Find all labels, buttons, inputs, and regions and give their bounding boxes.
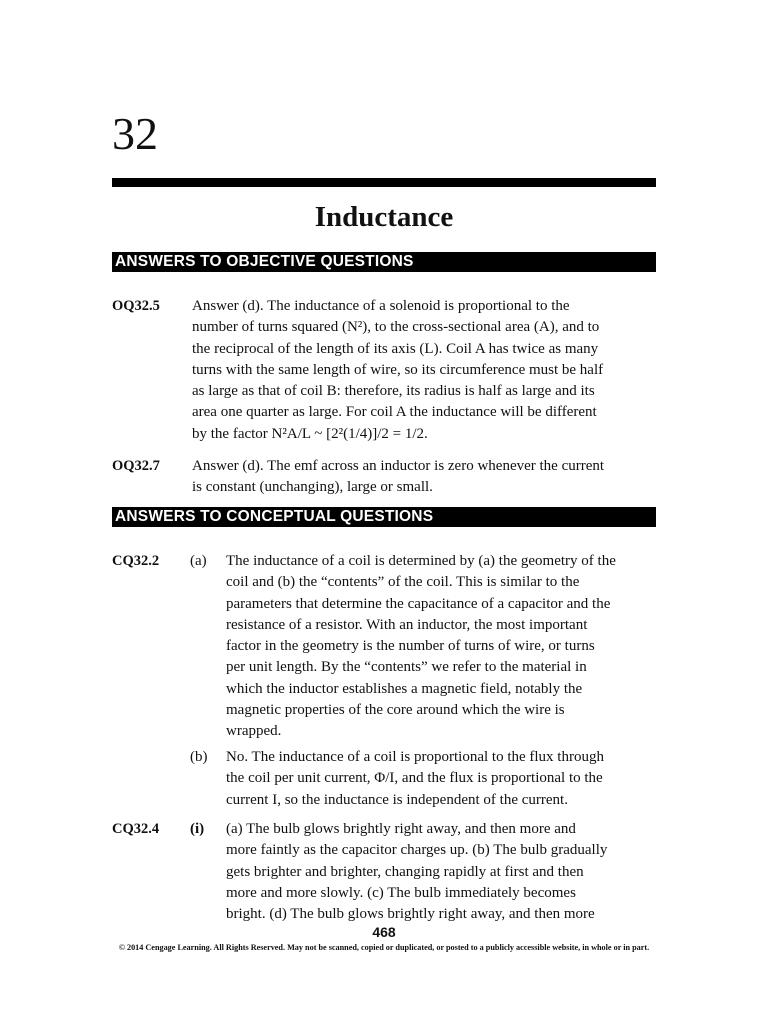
answer-line: is constant (unchanging), large or small.: [192, 479, 433, 496]
question-id-oq32-7: OQ32.7: [112, 458, 160, 474]
answer-cq32-2-a: [226, 551, 616, 743]
answer-line: magnetic properties of the core around which the wire is: [226, 702, 565, 719]
chapter-number: 32: [112, 108, 158, 159]
answer-line: current I, so the inductance is independent of the current.: [226, 791, 568, 808]
answer-line: turns with the same length of wire, so its circumference must be half: [192, 361, 604, 378]
answer-line: the reciprocal of the length of its axis (L). Coil A has twice as many: [192, 340, 599, 357]
question-id-oq32-5: OQ32.5: [112, 298, 160, 314]
question-id-cq32-4: CQ32.4: [112, 821, 160, 837]
answer-line: by the factor N²A/L ~ [2²(1/4)]/2 = 1/2.: [192, 425, 428, 442]
answer-line: parameters that determine the capacitance of a capacitor and the: [226, 595, 611, 612]
answer-line: bright. (d) The bulb glows brightly right away, and then more: [226, 906, 595, 923]
part-label-a: (a): [190, 553, 207, 569]
answer-cq32-2-b: [226, 747, 604, 811]
answer-line: gets brighter and brighter, changing rapidly at first and then: [226, 863, 584, 880]
answer-line: No. The inductance of a coil is proportional to the flux through: [226, 749, 604, 765]
section-heading-objective: ANSWERS TO OBJECTIVE QUESTIONS: [112, 252, 656, 272]
answer-line: more faintly as the capacitor charges up. (b) The bulb gradually: [226, 842, 608, 859]
answer-line: factor in the geometry is the number of turns of wire, or turns: [226, 638, 595, 655]
answer-line: Answer (d). The inductance of a solenoid is proportional to the: [192, 298, 570, 314]
answer-line: The inductance of a coil is determined by (a) the geometry of the: [226, 553, 616, 569]
answer-line: (a) The bulb glows brightly right away, and then more and: [226, 821, 576, 837]
answer-line: coil and (b) the “contents” of the coil. This is similar to the: [226, 574, 580, 591]
answer-oq32-7: [192, 456, 604, 499]
answer-line: per unit length. By the “contents” we refer to the material in: [226, 659, 587, 676]
answer-line: Answer (d). The emf across an inductor is zero whenever the current: [192, 458, 605, 474]
answer-line: the coil per unit current, Φ/I, and the flux is proportional to the: [226, 770, 603, 787]
answer-oq32-5: [192, 296, 603, 445]
chapter-title: Inductance: [314, 201, 454, 233]
answer-line: as large as that of coil B: therefore, its radius is half as large and its: [192, 383, 595, 400]
answer-line: resistance of a resistor. With an inductor, the most important: [226, 616, 588, 633]
answer-line: number of turns squared (N²), to the cross-sectional area (A), and to: [192, 319, 600, 336]
answer-line: more and more slowly. (c) The bulb immediately becomes: [226, 884, 576, 901]
answer-line: area one quarter as large. For coil A the inductance will be different: [192, 404, 597, 421]
copyright-notice: © 2014 Cengage Learning. All Rights Reserved. May not be scanned, copied or duplicated, or posted to a publicly accessible website, in whole or in part.: [118, 943, 650, 952]
chapter-divider: [112, 178, 656, 187]
section-heading-conceptual: ANSWERS TO CONCEPTUAL QUESTIONS: [112, 507, 656, 527]
page-number: 468: [372, 924, 396, 940]
answer-line: wrapped.: [226, 723, 282, 740]
answer-line: which the inductor establishes a magnetic field, notably the: [226, 680, 583, 697]
part-label-b: (b): [190, 749, 208, 765]
answer-cq32-4-i: [226, 819, 607, 925]
part-label-i: (i): [190, 821, 205, 837]
question-id-cq32-2: CQ32.2: [112, 553, 160, 569]
